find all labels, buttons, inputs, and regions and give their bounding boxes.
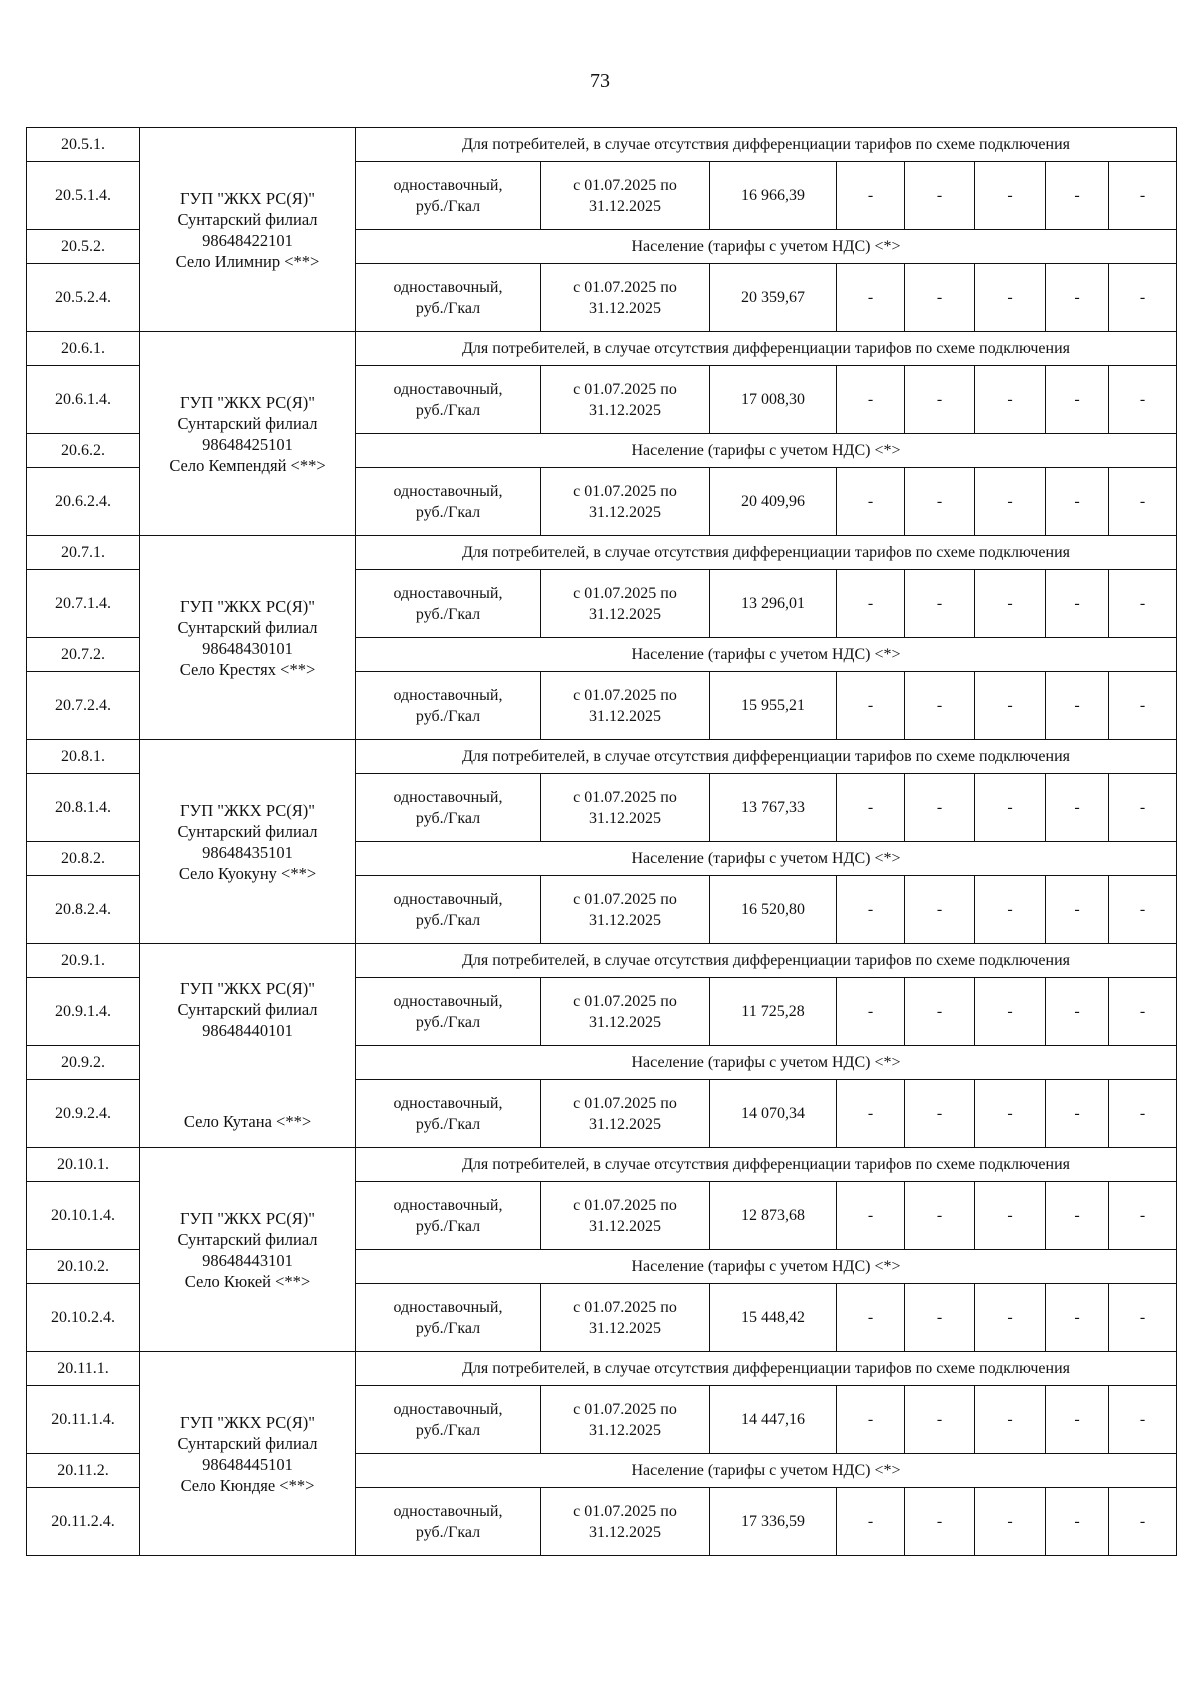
tariff-value: 14 447,16: [710, 1386, 837, 1454]
rate-type-label: одноставочный,: [393, 890, 503, 908]
empty-value-cell: -: [1046, 1386, 1109, 1454]
period-start: с 01.07.2025 по: [573, 176, 677, 194]
no-differentiation-label: Для потребителей, в случае отсутствия дифференциации тарифов по схеме подключения: [356, 1352, 1177, 1386]
empty-value-cell: -: [905, 1386, 975, 1454]
rate-type-label: одноставочный,: [393, 1094, 503, 1112]
period-start: с 01.07.2025 по: [573, 788, 677, 806]
organization-cell: [140, 332, 356, 536]
rate-unit-label: руб./Гкал: [415, 299, 481, 317]
row-number: 20.10.2.: [27, 1250, 140, 1284]
period-start: с 01.07.2025 по: [573, 1502, 677, 1520]
rate-type-label: одноставочный,: [393, 584, 503, 602]
tariff-value: 13 296,01: [710, 570, 837, 638]
empty-value-cell: -: [905, 570, 975, 638]
population-label: Население (тарифы с учетом НДС) <*>: [356, 434, 1177, 468]
empty-value-cell: -: [837, 264, 905, 332]
empty-value-cell: -: [905, 1284, 975, 1352]
rate-type-cell: [356, 774, 541, 842]
row-number: 20.6.1.4.: [27, 366, 140, 434]
empty-value-cell: -: [1046, 570, 1109, 638]
no-differentiation-label: Для потребителей, в случае отсутствия дифференциации тарифов по схеме подключения: [356, 1148, 1177, 1182]
organization-name: ГУП "ЖКХ РС(Я)": [180, 1208, 315, 1228]
table-row: [27, 1352, 1177, 1386]
period-end: 31.12.2025: [589, 605, 661, 623]
organization-name: ГУП "ЖКХ РС(Я)": [180, 596, 315, 616]
table-row: [27, 1148, 1177, 1182]
empty-value-cell: -: [837, 570, 905, 638]
empty-value-cell: -: [1046, 1488, 1109, 1556]
population-label: Население (тарифы с учетом НДС) <*>: [356, 1250, 1177, 1284]
rate-type-label: одноставочный,: [393, 1502, 503, 1520]
empty-value-cell: -: [905, 264, 975, 332]
organization-code: 98648443101: [202, 1250, 293, 1270]
rate-unit-label: руб./Гкал: [415, 1013, 481, 1031]
tariff-value: 15 955,21: [710, 672, 837, 740]
empty-value-cell: -: [905, 774, 975, 842]
empty-value-cell: -: [1109, 264, 1177, 332]
period-end: 31.12.2025: [589, 1217, 661, 1235]
empty-value-cell: -: [1109, 570, 1177, 638]
period-end: 31.12.2025: [589, 197, 661, 215]
period-end: 31.12.2025: [589, 911, 661, 929]
empty-value-cell: -: [1109, 978, 1177, 1046]
tariff-value: 16 520,80: [710, 876, 837, 944]
tariff-value: 13 767,33: [710, 774, 837, 842]
rate-type-cell: [356, 366, 541, 434]
empty-value-cell: -: [1046, 978, 1109, 1046]
row-number: 20.6.2.4.: [27, 468, 140, 536]
empty-value-cell: -: [837, 1182, 905, 1250]
empty-value-cell: -: [1046, 366, 1109, 434]
empty-value-cell: -: [975, 1284, 1046, 1352]
empty-value-cell: -: [975, 1080, 1046, 1148]
organization-code: 98648445101: [202, 1454, 293, 1474]
settlement-name: Село Илимнир <**>: [175, 251, 320, 271]
rate-type-label: одноставочный,: [393, 992, 503, 1010]
period-cell: [541, 1488, 710, 1556]
empty-value-cell: -: [837, 366, 905, 434]
period-start: с 01.07.2025 по: [573, 1094, 677, 1112]
organization-branch: Сунтарский филиал: [177, 1433, 318, 1453]
population-label: Население (тарифы с учетом НДС) <*>: [356, 1454, 1177, 1488]
period-end: 31.12.2025: [589, 299, 661, 317]
organization-cell: [140, 128, 356, 332]
organization-code: 98648422101: [202, 230, 293, 250]
rate-unit-label: руб./Гкал: [415, 911, 481, 929]
row-number: 20.9.1.: [27, 944, 140, 978]
population-label: Население (тарифы с учетом НДС) <*>: [356, 842, 1177, 876]
period-end: 31.12.2025: [589, 401, 661, 419]
no-differentiation-label: Для потребителей, в случае отсутствия дифференциации тарифов по схеме подключения: [356, 536, 1177, 570]
row-number: 20.11.1.: [27, 1352, 140, 1386]
organization-name: ГУП "ЖКХ РС(Я)": [180, 800, 315, 820]
empty-value-cell: -: [1109, 1386, 1177, 1454]
empty-value-cell: -: [975, 978, 1046, 1046]
empty-value-cell: -: [1109, 1080, 1177, 1148]
empty-value-cell: -: [975, 876, 1046, 944]
organization-name: ГУП "ЖКХ РС(Я)": [180, 979, 315, 998]
table-row: [27, 128, 1177, 162]
period-start: с 01.07.2025 по: [573, 380, 677, 398]
rate-unit-label: руб./Гкал: [415, 605, 481, 623]
row-number: 20.11.2.: [27, 1454, 140, 1488]
page-number: 73: [590, 70, 610, 92]
tariff-value: 11 725,28: [710, 978, 837, 1046]
no-differentiation-label: Для потребителей, в случае отсутствия дифференциации тарифов по схеме подключения: [356, 332, 1177, 366]
period-end: 31.12.2025: [589, 1319, 661, 1337]
period-start: с 01.07.2025 по: [573, 890, 677, 908]
empty-value-cell: -: [905, 1182, 975, 1250]
settlement-name: Село Кутана <**>: [183, 1112, 312, 1131]
organization-branch: Сунтарский филиал: [177, 1000, 318, 1019]
rate-type-cell: [356, 876, 541, 944]
table-row: [27, 332, 1177, 366]
no-differentiation-label: Для потребителей, в случае отсутствия дифференциации тарифов по схеме подключения: [356, 740, 1177, 774]
rate-type-label: одноставочный,: [393, 482, 503, 500]
row-number: 20.9.1.4.: [27, 978, 140, 1046]
rate-type-label: одноставочный,: [393, 278, 503, 296]
period-end: 31.12.2025: [589, 1013, 661, 1031]
row-number: 20.8.1.4.: [27, 774, 140, 842]
empty-value-cell: -: [1109, 1182, 1177, 1250]
empty-value-cell: -: [1046, 1284, 1109, 1352]
empty-value-cell: -: [1046, 468, 1109, 536]
period-start: с 01.07.2025 по: [573, 992, 677, 1010]
row-number: 20.8.2.: [27, 842, 140, 876]
row-number: 20.11.2.4.: [27, 1488, 140, 1556]
empty-value-cell: -: [975, 1182, 1046, 1250]
empty-value-cell: -: [975, 672, 1046, 740]
organization-code: 98648430101: [202, 638, 293, 658]
empty-value-cell: -: [975, 264, 1046, 332]
empty-value-cell: -: [837, 1284, 905, 1352]
rate-type-label: одноставочный,: [393, 380, 503, 398]
population-label: Население (тарифы с учетом НДС) <*>: [356, 1046, 1177, 1080]
empty-value-cell: -: [1109, 366, 1177, 434]
empty-value-cell: -: [1109, 876, 1177, 944]
row-number: 20.10.1.: [27, 1148, 140, 1182]
row-number: 20.7.1.4.: [27, 570, 140, 638]
rate-type-cell: [356, 1488, 541, 1556]
organization-cell: [140, 536, 356, 740]
row-number: 20.5.2.: [27, 230, 140, 264]
period-cell: [541, 570, 710, 638]
tariff-value: 14 070,34: [710, 1080, 837, 1148]
rate-unit-label: руб./Гкал: [415, 1523, 481, 1541]
empty-value-cell: -: [1046, 876, 1109, 944]
period-end: 31.12.2025: [589, 707, 661, 725]
rate-type-label: одноставочный,: [393, 788, 503, 806]
empty-value-cell: -: [975, 774, 1046, 842]
empty-value-cell: -: [837, 672, 905, 740]
tariff-value: 16 966,39: [710, 162, 837, 230]
organization-code: 98648435101: [202, 842, 293, 862]
organization-branch: Сунтарский филиал: [177, 413, 318, 433]
no-differentiation-label: Для потребителей, в случае отсутствия дифференциации тарифов по схеме подключения: [356, 944, 1177, 978]
empty-value-cell: -: [1109, 162, 1177, 230]
period-cell: [541, 1182, 710, 1250]
period-cell: [541, 468, 710, 536]
empty-value-cell: -: [905, 672, 975, 740]
empty-value-cell: -: [1046, 1182, 1109, 1250]
rate-unit-label: руб./Гкал: [415, 1319, 481, 1337]
organization-code: 98648440101: [202, 1021, 293, 1040]
empty-value-cell: -: [1046, 672, 1109, 740]
empty-value-cell: -: [975, 366, 1046, 434]
period-start: с 01.07.2025 по: [573, 1196, 677, 1214]
empty-value-cell: -: [1109, 774, 1177, 842]
organization-branch: Сунтарский филиал: [177, 1229, 318, 1249]
row-number: 20.8.2.4.: [27, 876, 140, 944]
empty-value-cell: -: [975, 1386, 1046, 1454]
empty-value-cell: -: [975, 1488, 1046, 1556]
organization-cell: [140, 944, 356, 1148]
empty-value-cell: -: [1109, 1284, 1177, 1352]
empty-value-cell: -: [905, 1488, 975, 1556]
empty-value-cell: -: [1046, 774, 1109, 842]
period-end: 31.12.2025: [589, 1523, 661, 1541]
table-row: [27, 536, 1177, 570]
rate-unit-label: руб./Гкал: [415, 1421, 481, 1439]
settlement-name: Село Куокуну <**>: [178, 863, 317, 883]
organization-branch: Сунтарский филиал: [177, 617, 318, 637]
period-cell: [541, 876, 710, 944]
tariff-value: 20 359,67: [710, 264, 837, 332]
rate-type-cell: [356, 162, 541, 230]
rate-type-cell: [356, 1182, 541, 1250]
period-cell: [541, 1386, 710, 1454]
period-start: с 01.07.2025 по: [573, 278, 677, 296]
period-start: с 01.07.2025 по: [573, 1298, 677, 1316]
period-cell: [541, 1284, 710, 1352]
empty-value-cell: -: [1109, 672, 1177, 740]
empty-value-cell: -: [1109, 468, 1177, 536]
empty-value-cell: -: [837, 1080, 905, 1148]
rate-unit-label: руб./Гкал: [415, 1217, 481, 1235]
period-cell: [541, 774, 710, 842]
organization-cell: [140, 1352, 356, 1556]
rate-unit-label: руб./Гкал: [415, 707, 481, 725]
organization-name: ГУП "ЖКХ РС(Я)": [180, 188, 315, 208]
rate-unit-label: руб./Гкал: [415, 401, 481, 419]
rate-type-label: одноставочный,: [393, 1400, 503, 1418]
organization-name: ГУП "ЖКХ РС(Я)": [180, 392, 315, 412]
empty-value-cell: -: [1046, 264, 1109, 332]
row-number: 20.7.2.: [27, 638, 140, 672]
rate-type-cell: [356, 570, 541, 638]
rate-type-cell: [356, 1080, 541, 1148]
empty-value-cell: -: [837, 162, 905, 230]
period-cell: [541, 672, 710, 740]
period-start: с 01.07.2025 по: [573, 686, 677, 704]
empty-value-cell: -: [1046, 1080, 1109, 1148]
settlement-name: Село Кемпендяй <**>: [169, 455, 326, 475]
empty-value-cell: -: [1046, 162, 1109, 230]
empty-value-cell: -: [905, 162, 975, 230]
row-number: 20.6.2.: [27, 434, 140, 468]
empty-value-cell: -: [975, 570, 1046, 638]
rate-type-cell: [356, 1386, 541, 1454]
row-number: 20.11.1.4.: [27, 1386, 140, 1454]
row-number: 20.10.2.4.: [27, 1284, 140, 1352]
rate-type-cell: [356, 672, 541, 740]
empty-value-cell: -: [837, 774, 905, 842]
empty-value-cell: -: [837, 876, 905, 944]
row-number: 20.10.1.4.: [27, 1182, 140, 1250]
period-cell: [541, 162, 710, 230]
period-start: с 01.07.2025 по: [573, 584, 677, 602]
organization-code: 98648425101: [202, 434, 293, 454]
no-differentiation-label: Для потребителей, в случае отсутствия дифференциации тарифов по схеме подключения: [356, 128, 1177, 162]
table-row: [27, 740, 1177, 774]
row-number: 20.7.2.4.: [27, 672, 140, 740]
rate-type-cell: [356, 978, 541, 1046]
row-number: 20.6.1.: [27, 332, 140, 366]
settlement-name: Село Кюндяе <**>: [180, 1475, 315, 1495]
organization-name: ГУП "ЖКХ РС(Я)": [180, 1412, 315, 1432]
row-number: 20.9.2.4.: [27, 1080, 140, 1148]
empty-value-cell: -: [905, 468, 975, 536]
empty-value-cell: -: [837, 1488, 905, 1556]
period-end: 31.12.2025: [589, 503, 661, 521]
rate-type-label: одноставочный,: [393, 1298, 503, 1316]
period-cell: [541, 978, 710, 1046]
period-end: 31.12.2025: [589, 1115, 661, 1133]
rate-type-label: одноставочный,: [393, 1196, 503, 1214]
organization-branch: Сунтарский филиал: [177, 821, 318, 841]
empty-value-cell: -: [1109, 1488, 1177, 1556]
period-cell: [541, 264, 710, 332]
table-row: [27, 944, 1177, 978]
empty-value-cell: -: [905, 876, 975, 944]
row-number: 20.9.2.: [27, 1046, 140, 1080]
rate-unit-label: руб./Гкал: [415, 809, 481, 827]
empty-value-cell: -: [837, 468, 905, 536]
row-number: 20.5.1.: [27, 128, 140, 162]
row-number: 20.5.2.4.: [27, 264, 140, 332]
organization-cell: [140, 1148, 356, 1352]
period-end: 31.12.2025: [589, 809, 661, 827]
settlement-name: Село Кюкей <**>: [184, 1271, 311, 1291]
settlement-name: Село Крестях <**>: [179, 659, 316, 679]
empty-value-cell: -: [975, 468, 1046, 536]
empty-value-cell: -: [837, 978, 905, 1046]
tariff-value: 20 409,96: [710, 468, 837, 536]
empty-value-cell: -: [905, 978, 975, 1046]
tariff-table-body: [27, 128, 1177, 1556]
population-label: Население (тарифы с учетом НДС) <*>: [356, 230, 1177, 264]
period-start: с 01.07.2025 по: [573, 1400, 677, 1418]
rate-type-cell: [356, 264, 541, 332]
empty-value-cell: -: [905, 1080, 975, 1148]
tariff-value: 17 336,59: [710, 1488, 837, 1556]
period-start: с 01.07.2025 по: [573, 482, 677, 500]
rate-type-cell: [356, 468, 541, 536]
row-number: 20.7.1.: [27, 536, 140, 570]
rate-unit-label: руб./Гкал: [415, 503, 481, 521]
organization-cell: [140, 740, 356, 944]
row-number: 20.8.1.: [27, 740, 140, 774]
tariff-value: 12 873,68: [710, 1182, 837, 1250]
empty-value-cell: -: [975, 162, 1046, 230]
rate-type-label: одноставочный,: [393, 176, 503, 194]
tariff-value: 17 008,30: [710, 366, 837, 434]
empty-value-cell: -: [905, 366, 975, 434]
tariff-value: 15 448,42: [710, 1284, 837, 1352]
organization-branch: Сунтарский филиал: [177, 209, 318, 229]
period-end: 31.12.2025: [589, 1421, 661, 1439]
rate-unit-label: руб./Гкал: [415, 197, 481, 215]
tariff-table: [26, 127, 1177, 1556]
rate-unit-label: руб./Гкал: [415, 1115, 481, 1133]
period-cell: [541, 1080, 710, 1148]
rate-type-cell: [356, 1284, 541, 1352]
period-cell: [541, 366, 710, 434]
row-number: 20.5.1.4.: [27, 162, 140, 230]
rate-type-label: одноставочный,: [393, 686, 503, 704]
empty-value-cell: -: [837, 1386, 905, 1454]
population-label: Население (тарифы с учетом НДС) <*>: [356, 638, 1177, 672]
